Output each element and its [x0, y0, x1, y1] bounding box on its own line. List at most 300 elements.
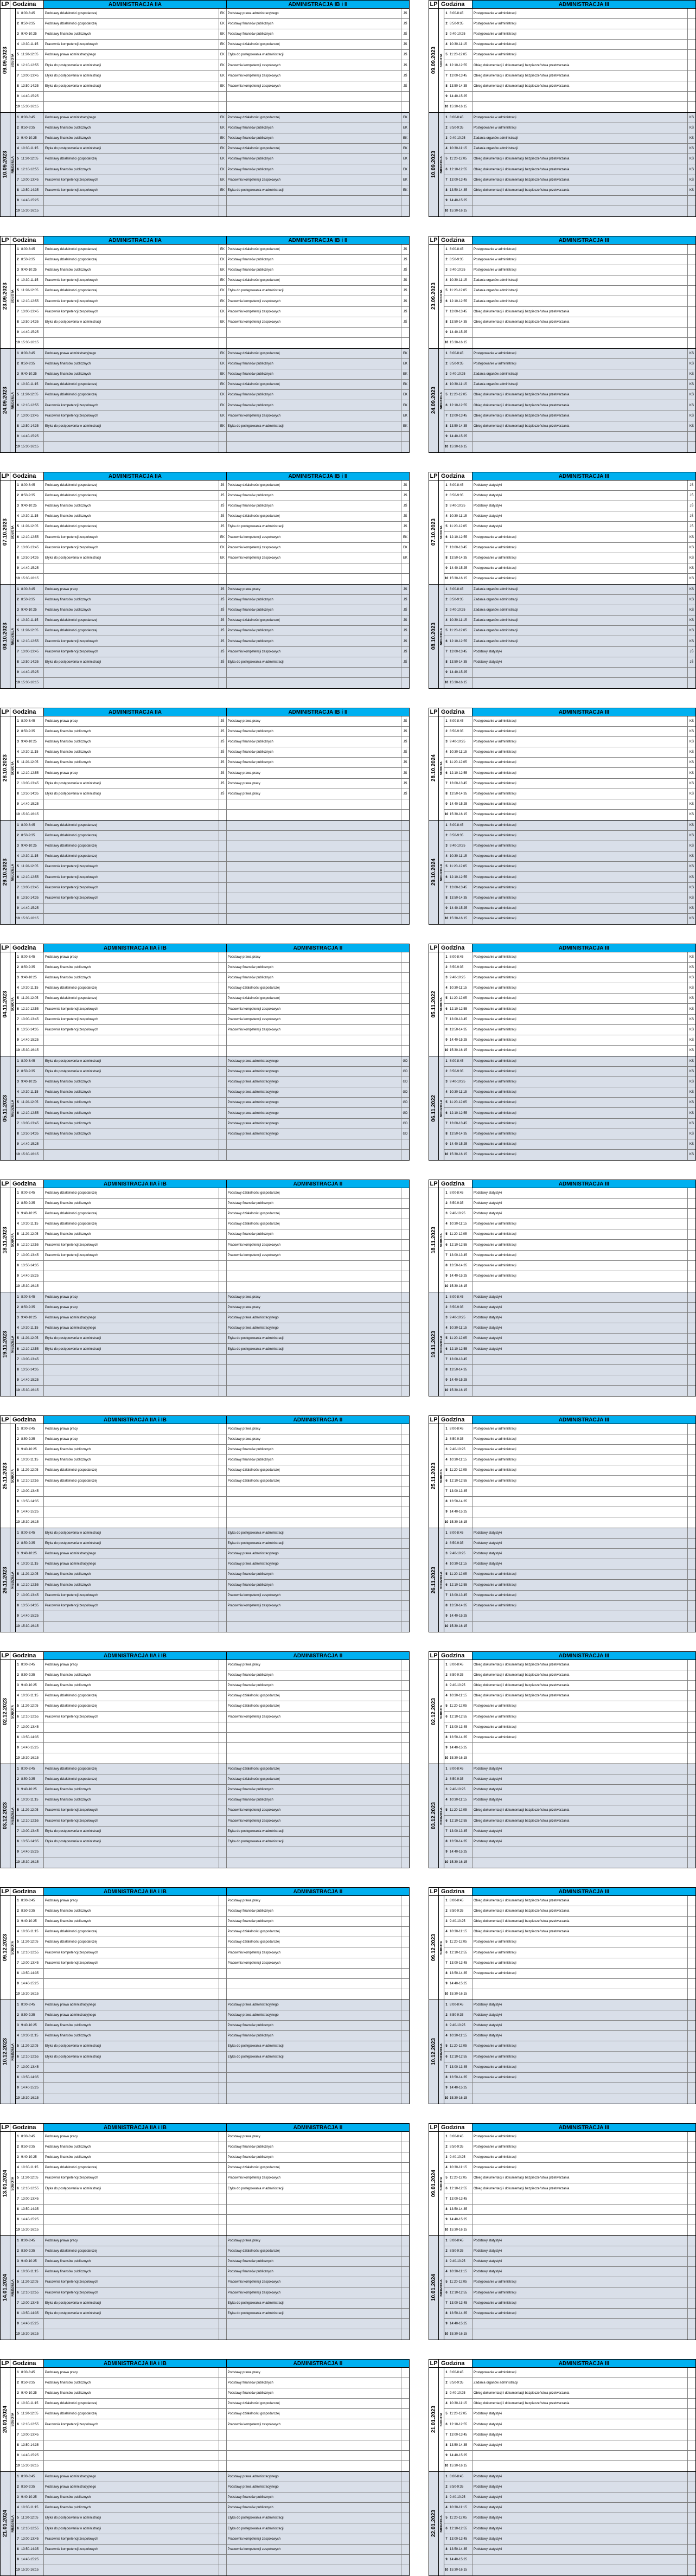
subject-group-a: Podstawy finansów publicznych — [44, 747, 219, 757]
lesson-time: 13:00-13:45 — [449, 1486, 472, 1496]
teacher-code-a — [219, 442, 227, 452]
subject-group-c: Postępowanie w administracji — [472, 2277, 688, 2287]
subject-group-a — [44, 2093, 219, 2104]
teacher-code-b — [401, 678, 409, 688]
lp-header: LP — [429, 1652, 439, 1659]
day-block-left — [0, 585, 410, 689]
lesson-row — [444, 872, 695, 882]
teacher-code-b — [401, 1025, 409, 1035]
lesson-row — [16, 338, 409, 348]
lesson-number: 3 — [17, 1920, 19, 1924]
subject-group-c: Podstawy statystyki — [472, 1344, 688, 1354]
date-column — [1, 1188, 10, 1292]
teacher-code-b — [401, 914, 409, 924]
lesson-number: 9 — [445, 566, 448, 570]
lesson-row — [444, 1580, 695, 1590]
subject-group-a: Podstawy prawa administracyjnego — [44, 1549, 219, 1559]
teacher-code-c — [688, 1355, 695, 1364]
lesson-row — [16, 2052, 409, 2062]
teacher-code-a — [219, 2399, 227, 2408]
lesson-number: 8 — [445, 792, 448, 796]
lesson-time: 11:20-12:05 — [20, 1937, 44, 1947]
teacher-code-b — [401, 1139, 409, 1149]
lesson-time: 15:30-16:15 — [449, 338, 472, 348]
teacher-code-c: JŚ — [689, 650, 694, 653]
subject-group-c: Podstawy statystyki — [472, 1188, 688, 1198]
lesson-row — [16, 810, 409, 820]
teacher-code-c — [688, 1733, 695, 1742]
lp-header: LP — [1, 1, 10, 8]
teacher-code-c: KŚ — [689, 886, 694, 889]
lesson-row — [16, 2555, 409, 2565]
subject-group-c: Podstawy statystyki — [472, 2492, 688, 2502]
lesson-time: 8:50-9:35 — [20, 1199, 44, 1208]
lesson-row — [444, 1004, 695, 1014]
lesson-number: 10 — [444, 1049, 449, 1053]
teacher-code-b — [401, 1528, 409, 1538]
subject-group-a — [44, 903, 219, 913]
lesson-row — [444, 1827, 695, 1837]
lesson-row — [444, 1188, 695, 1199]
lesson-number: 4 — [17, 1694, 19, 1698]
lp-header: LP — [1, 1888, 10, 1895]
lesson-time: 10:30-11:15 — [20, 2267, 44, 2277]
day-block-left — [0, 9, 410, 113]
day-block-left — [0, 716, 410, 821]
lesson-row — [444, 1539, 695, 1549]
lesson-time: 15:30-16:15 — [449, 1989, 472, 2000]
subject-group-a: Podstawy prawa pracy — [44, 2132, 219, 2142]
teacher-code-b: GD — [403, 1111, 408, 1115]
teacher-code-a — [219, 2083, 227, 2093]
lesson-time: 8:50-9:35 — [449, 123, 472, 133]
lesson-time: 13:00-13:45 — [20, 71, 44, 81]
lesson-row — [16, 2513, 409, 2523]
lesson-row — [16, 2000, 409, 2010]
lesson-time: 12:10-12:55 — [20, 1240, 44, 1249]
lesson-number: 10 — [444, 1153, 449, 1157]
subject-group-c: Postępowanie w administracji — [472, 1445, 688, 1454]
lesson-row — [444, 275, 695, 286]
lesson-row — [444, 1611, 695, 1622]
weekday-label: NIEDZIELA — [11, 1807, 15, 1825]
weekday-column — [10, 245, 16, 348]
teacher-code-a — [219, 1486, 227, 1496]
lesson-row — [444, 380, 695, 390]
lesson-row — [444, 245, 695, 255]
subject-group-a: Podstawy finansów publicznych — [44, 1681, 219, 1690]
weekday-column — [10, 1528, 16, 1632]
lesson-number: 3 — [17, 740, 19, 744]
lesson-number: 4 — [445, 2166, 448, 2170]
subject-group-c: Postępowanie w administracji — [472, 1035, 688, 1045]
lesson-number: 2 — [445, 1674, 448, 1677]
subject-group-b: Pracownia kompetencji zespołowych — [227, 1712, 402, 1721]
teacher-code-c — [688, 2205, 695, 2214]
lesson-time: 13:50-14:35 — [449, 1837, 472, 1847]
subject-group-b: Pracownia kompetencji zespołowych — [227, 307, 402, 317]
lesson-time: 13:50-14:35 — [449, 2205, 472, 2214]
lesson-time: 14:40-15:25 — [449, 903, 472, 913]
lesson-time: 8:00-8:45 — [449, 1528, 472, 1538]
lesson-number: 3 — [445, 2392, 448, 2395]
date-label: 25.11.2023 — [2, 1462, 8, 1490]
weekday-column — [439, 2368, 444, 2471]
lesson-time: 11:20-12:05 — [20, 1098, 44, 1107]
teacher-code-c: KŚ — [689, 792, 694, 796]
lesson-time: 9:40-10:25 — [449, 973, 472, 983]
lesson-number: 5 — [445, 1809, 448, 1812]
day-block-right — [429, 716, 696, 821]
subject-group-c: Postępowanie w administracji — [472, 265, 688, 275]
right-table-header — [429, 1651, 696, 1660]
lesson-time: 13:50-14:35 — [20, 421, 44, 431]
lesson-row — [16, 2152, 409, 2163]
lesson-number: 3 — [17, 1448, 19, 1452]
teacher-code-b — [401, 1937, 409, 1947]
lesson-time: 8:50-9:35 — [20, 255, 44, 265]
lesson-number: 2 — [445, 598, 448, 602]
subject-group-a: Etyka do postępowania w administracji — [44, 81, 219, 91]
teacher-code-b — [401, 1355, 409, 1364]
subject-group-b — [227, 2215, 402, 2225]
lesson-row — [444, 810, 695, 820]
group-header: ADMINISTRACJA IIA — [44, 1, 227, 8]
subject-group-b: Podstawy działalności gospodarczej — [227, 2399, 402, 2408]
subject-group-c: Postępowanie w administracji — [472, 1958, 688, 1968]
teacher-code-c — [688, 1827, 695, 1836]
subject-group-a — [44, 1139, 219, 1149]
lesson-row — [444, 747, 695, 758]
lesson-number: 3 — [445, 1788, 448, 1792]
lesson-time: 8:50-9:35 — [449, 359, 472, 369]
group-header: ADMINISTRACJA II — [227, 1888, 409, 1895]
lesson-time: 13:00-13:45 — [449, 411, 472, 421]
lesson-row — [444, 421, 695, 432]
lesson-row — [16, 2461, 409, 2471]
lesson-time: 12:10-12:55 — [449, 1108, 472, 1118]
lesson-row — [444, 317, 695, 328]
teacher-code-b — [401, 1386, 409, 1396]
subject-group-b — [227, 2451, 402, 2460]
lesson-row — [444, 144, 695, 154]
date-label: 10.12.2023 — [431, 2038, 437, 2066]
lesson-row — [16, 2309, 409, 2319]
teacher-code-b — [401, 983, 409, 993]
lesson-row — [444, 727, 695, 737]
subject-group-c: Podstawy statystyki — [472, 491, 688, 501]
lesson-row — [16, 491, 409, 501]
lesson-row — [444, 2298, 695, 2309]
subject-group-b: Podstawy prawa administracyjnego — [227, 2010, 402, 2020]
lesson-number: 8 — [445, 2075, 448, 2079]
subject-group-c: Podstawy statystyki — [472, 1303, 688, 1312]
lesson-number: 6 — [17, 168, 19, 171]
subject-group-b — [227, 821, 402, 830]
lesson-number: 1 — [17, 1899, 19, 1903]
lesson-row — [444, 102, 695, 112]
subject-group-b: Pracownia kompetencji zespołowych — [227, 2173, 402, 2183]
subject-group-c: Obieg dokumentacji i dokumentacji bezpieczeństwa przetwarzania — [472, 400, 688, 410]
lesson-row — [16, 1785, 409, 1795]
lesson-row — [16, 1281, 409, 1292]
teacher-code-a: EK — [219, 81, 227, 91]
lesson-time: 15:30-16:15 — [449, 914, 472, 924]
subject-group-b: Podstawy prawa administracyjnego — [227, 1129, 402, 1139]
subject-group-b: Etyka do postępowania w administracji — [227, 1528, 402, 1538]
lesson-row — [444, 328, 695, 338]
subject-group-b — [227, 862, 402, 872]
lesson-time: 9:40-10:25 — [20, 1077, 44, 1087]
subject-group-a: Etyka do postępowania w administracji — [44, 1827, 219, 1836]
lesson-time: 8:00-8:45 — [449, 245, 472, 254]
lp-header: LP — [429, 1, 439, 8]
lesson-row — [16, 2031, 409, 2041]
subject-group-b: Etyka do postępowania w administracji — [227, 2309, 402, 2318]
weekday-label: NIEDZIELA — [11, 2515, 15, 2533]
lesson-time: 8:50-9:35 — [449, 2482, 472, 2492]
date-column — [1, 2368, 10, 2471]
lesson-number: 6 — [445, 771, 448, 775]
lesson-number: 7 — [17, 1253, 19, 1257]
subject-group-a: Podstawy finansów publicznych — [44, 973, 219, 983]
lesson-time: 12:10-12:55 — [449, 1240, 472, 1249]
teacher-code-b: EK — [403, 556, 407, 560]
lesson-time: 15:30-16:15 — [449, 2461, 472, 2471]
teacher-code-c — [688, 102, 695, 112]
lesson-number: 5 — [17, 865, 19, 869]
subject-group-a: Etyka do postępowania w administracji — [44, 553, 219, 563]
lesson-number: 4 — [445, 619, 448, 623]
lesson-number: 9 — [17, 1850, 19, 1854]
teacher-code-b: JŚ — [403, 751, 407, 754]
subject-group-b — [227, 2062, 402, 2072]
subject-group-b — [227, 668, 402, 677]
lesson-row — [444, 2277, 695, 2287]
lesson-time: 9:40-10:25 — [20, 1209, 44, 1219]
subject-group-a: Pracownia kompetencji zespołowych — [44, 1805, 219, 1815]
subject-group-b: Podstawy finansów publicznych — [227, 2152, 402, 2162]
lesson-time: 14:40-15:25 — [20, 2083, 44, 2093]
teacher-code-b: EK — [403, 168, 407, 171]
right-table-header — [429, 1887, 696, 1896]
teacher-code-b — [401, 1805, 409, 1815]
teacher-code-c — [688, 2472, 695, 2482]
subject-group-a: Podstawy prawa administracyjnego — [44, 2482, 219, 2492]
teacher-code-b — [401, 2523, 409, 2533]
subject-group-c: Postępowanie w administracji — [472, 2152, 688, 2162]
lesson-row — [444, 737, 695, 747]
lesson-number: 4 — [445, 1091, 448, 1094]
lesson-number: 9 — [17, 94, 19, 98]
subject-group-c: Podstawy statystyki — [472, 1539, 688, 1548]
teacher-code-c — [688, 1271, 695, 1281]
weekday-column — [10, 1292, 16, 1396]
lesson-number: 1 — [445, 1060, 448, 1063]
lesson-number: 5 — [17, 1704, 19, 1708]
lesson-row — [16, 328, 409, 338]
subject-group-c: Postępowanie w administracji — [472, 872, 688, 882]
lesson-number: 5 — [445, 2516, 448, 2520]
lesson-row — [444, 2565, 695, 2575]
subject-group-c: Postępowanie w administracji — [472, 123, 688, 133]
date-label: 05.11.2022 — [431, 990, 437, 1018]
teacher-code-c — [688, 1989, 695, 2000]
teacher-code-b — [401, 1365, 409, 1375]
day-block-right — [429, 2000, 696, 2104]
lesson-row — [16, 1622, 409, 1632]
teacher-code-b — [401, 1559, 409, 1569]
subject-group-c — [472, 1517, 688, 1528]
subject-group-a — [44, 1722, 219, 1732]
lesson-number: 7 — [17, 1489, 19, 1493]
date-label: 10.12.2023 — [2, 2038, 8, 2066]
lesson-time: 12:10-12:55 — [449, 60, 472, 70]
lesson-time: 11:20-12:05 — [449, 390, 472, 400]
subject-group-c: Podstawy statystyki — [472, 1795, 688, 1805]
lesson-row — [16, 1917, 409, 1927]
lesson-time: 15:30-16:15 — [20, 810, 44, 820]
subject-group-b: Podstawy prawa administracyjnego — [227, 1549, 402, 1559]
lesson-number: 3 — [445, 608, 448, 612]
subject-group-c: Postępowanie w administracji — [472, 40, 688, 49]
lesson-time: 15:30-16:15 — [449, 1281, 472, 1292]
lesson-number: 7 — [445, 178, 448, 182]
lesson-row — [444, 2388, 695, 2399]
subject-group-a: Podstawy działalności gospodarczej — [44, 2246, 219, 2256]
lesson-number: 7 — [445, 1253, 448, 1257]
subject-group-c: Zadania organów administracji — [472, 380, 688, 389]
lesson-number: 2 — [445, 1306, 448, 1310]
lesson-time: 13:50-14:35 — [20, 553, 44, 563]
lesson-number: 10 — [16, 2333, 20, 2336]
lesson-row — [16, 973, 409, 983]
subject-group-c — [472, 1847, 688, 1857]
lesson-row — [16, 626, 409, 636]
lesson-row — [444, 799, 695, 810]
subject-group-b: Podstawy działalności gospodarczej — [227, 994, 402, 1003]
subject-group-c: Podstawy statystyki — [472, 1774, 688, 1784]
teacher-code-c — [688, 1896, 695, 1906]
weekday-label: SOBOTA — [439, 525, 443, 540]
teacher-code-c — [688, 1559, 695, 1569]
teacher-code-c: KŚ — [689, 751, 694, 754]
date-label: 10.09.2023 — [431, 151, 437, 178]
lesson-number: 5 — [445, 629, 448, 633]
teacher-code-c: KŚ — [689, 619, 694, 623]
lesson-time: 12:10-12:55 — [20, 296, 44, 306]
lesson-row — [16, 605, 409, 616]
subject-group-a: Podstawy finansów publicznych — [44, 265, 219, 275]
teacher-code-c — [688, 2430, 695, 2440]
teacher-code-a — [219, 1549, 227, 1559]
day-block-left — [0, 1896, 410, 2000]
subject-group-c: Obieg dokumentacji i dokumentacji bezpieczeństwa przetwarzania — [472, 1816, 688, 1825]
lesson-time: 8:50-9:35 — [449, 1906, 472, 1916]
lesson-time: 8:50-9:35 — [449, 2246, 472, 2256]
lesson-row — [16, 553, 409, 563]
lesson-row — [444, 1847, 695, 1857]
lesson-number: 7 — [17, 74, 19, 78]
lesson-time: 14:40-15:25 — [449, 1139, 472, 1149]
lesson-number: 4 — [445, 855, 448, 858]
teacher-code-b — [401, 668, 409, 677]
teacher-code-c — [688, 2031, 695, 2041]
lesson-row — [444, 1098, 695, 1108]
lesson-time: 9:40-10:25 — [449, 2257, 472, 2266]
teacher-code-a — [219, 196, 227, 206]
subject-group-a: Pracownia kompetencji zespołowych — [44, 1004, 219, 1014]
lesson-time: 15:30-16:15 — [20, 1517, 44, 1528]
lesson-row — [16, 768, 409, 778]
lesson-time: 13:00-13:45 — [20, 2298, 44, 2308]
teacher-code-c: KŚ — [689, 824, 694, 828]
lesson-number: 3 — [17, 2156, 19, 2160]
teacher-code-b: JŚ — [403, 504, 407, 508]
subject-group-a: Etyka do postępowania w administracji — [44, 2298, 219, 2308]
left-table-header — [0, 1180, 410, 1188]
teacher-code-a — [219, 2246, 227, 2256]
teacher-code-c — [688, 1764, 695, 1774]
subject-group-b — [227, 574, 402, 584]
lesson-time: 8:00-8:45 — [20, 1764, 44, 1774]
lesson-row — [16, 2565, 409, 2575]
lesson-number: 5 — [17, 1573, 19, 1577]
teacher-code-a — [219, 2163, 227, 2173]
teacher-code-c — [688, 1188, 695, 1198]
lesson-rows — [444, 349, 695, 452]
subject-group-c: Postępowanie w administracji — [472, 1455, 688, 1465]
lesson-number: 4 — [445, 279, 448, 283]
lesson-row — [16, 2492, 409, 2503]
weekday-column — [439, 2472, 444, 2575]
lesson-row — [444, 1591, 695, 1601]
lesson-time: 8:50-9:35 — [449, 2010, 472, 2020]
subject-group-a: Podstawy finansów publicznych — [44, 727, 219, 736]
date-label: 28.10.2023 — [2, 754, 8, 782]
lesson-number: 7 — [445, 2301, 448, 2305]
subject-group-b: Etyka do postępowania w administracji — [227, 2041, 402, 2051]
subject-group-a: Pracownia kompetencji zespołowych — [44, 411, 219, 421]
lesson-number: 8 — [17, 660, 19, 664]
subject-group-c: Postępowanie w administracji — [472, 1722, 688, 1732]
teacher-code-c: KŚ — [689, 373, 694, 376]
lesson-row — [16, 1528, 409, 1539]
teacher-code-c: JŚ — [689, 525, 694, 529]
teacher-code-b: JŚ — [403, 248, 407, 252]
teacher-code-c — [688, 1251, 695, 1260]
lesson-number: 8 — [445, 1368, 448, 1372]
lesson-number: 9 — [445, 330, 448, 334]
lesson-number: 3 — [445, 504, 448, 508]
lesson-number: 8 — [445, 1028, 448, 1031]
lesson-row — [16, 421, 409, 432]
day-block-right — [429, 113, 696, 217]
lesson-row — [16, 1827, 409, 1837]
weekday-label: NIEDZIELA — [439, 2043, 443, 2061]
subject-group-a: Podstawy działalności gospodarczej — [44, 626, 219, 636]
teacher-code-b: JŚ — [403, 761, 407, 765]
lesson-time: 10:30-11:15 — [20, 144, 44, 153]
lesson-row — [444, 1670, 695, 1681]
teacher-code-b: GD — [403, 1132, 408, 1136]
teacher-code-b — [401, 1199, 409, 1208]
lesson-time: 13:50-14:35 — [449, 81, 472, 91]
lesson-row — [16, 1386, 409, 1396]
subject-group-b: Podstawy działalności gospodarczej — [227, 1701, 402, 1711]
lesson-time: 13:00-13:45 — [449, 307, 472, 317]
teacher-code-c: KŚ — [689, 1028, 694, 1031]
